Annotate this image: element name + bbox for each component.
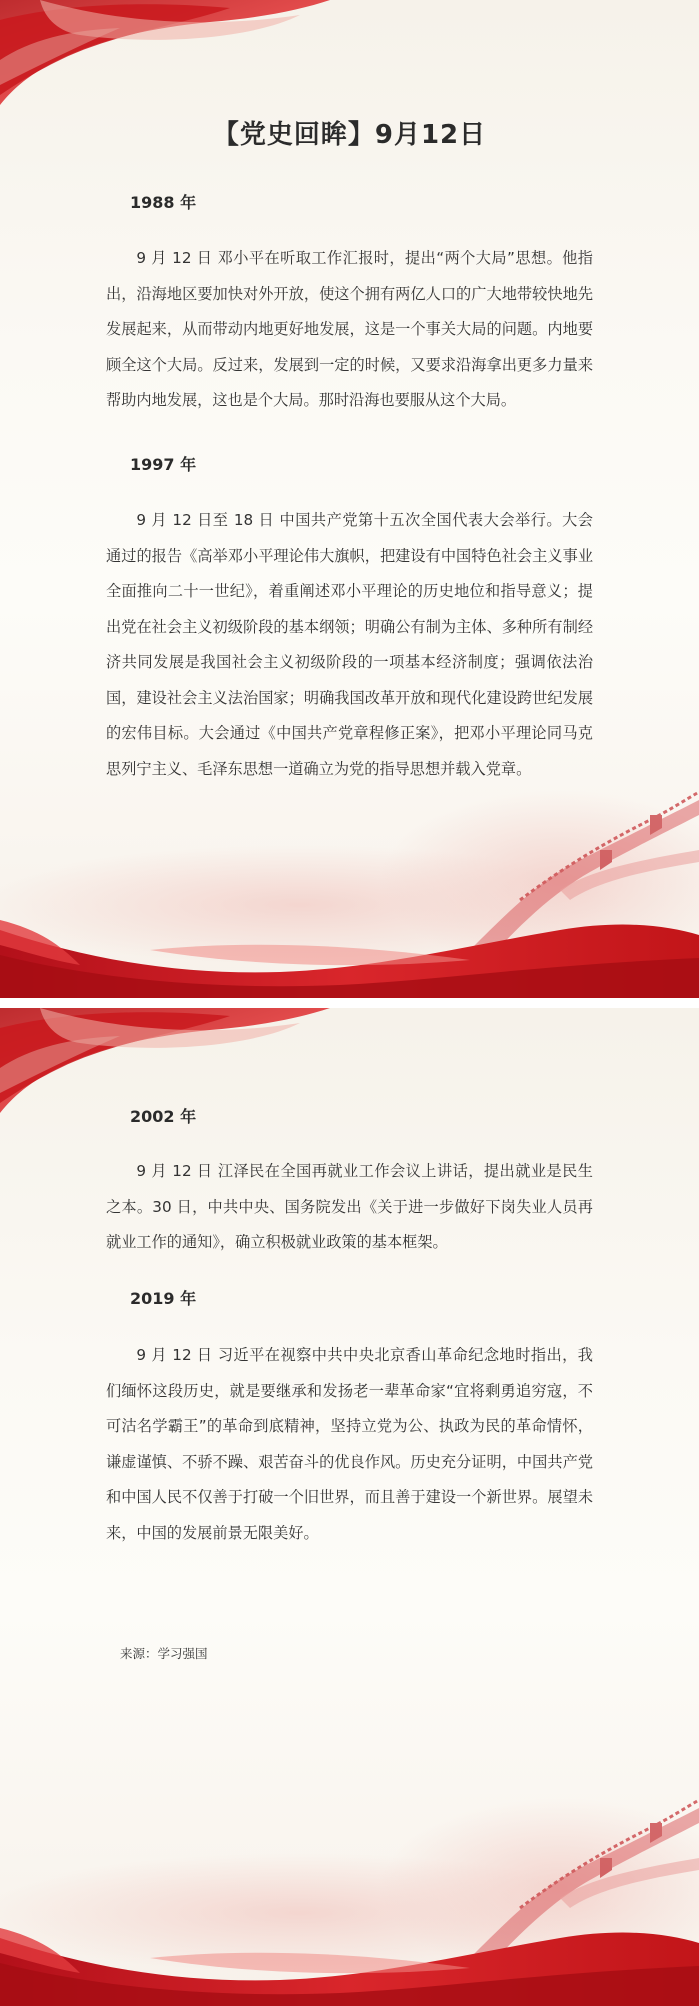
section-text-2002: 9 月 12 日 江泽民在全国再就业工作会议上讲话，提出就业是民生之本。30 日，中共中央、国务院发出《关于进一步做好下岗失业人员再就业工作的通知》，确立积极就业政策的基本框架。 <box>106 1162 593 1251</box>
red-ribbon-icon <box>0 1008 699 1168</box>
poster-page-1 <box>0 0 699 998</box>
great-wall-icon <box>470 792 699 952</box>
section-text-1988: 9 月 12 日 邓小平在听取工作汇报时，提出“两个大局”思想。他指出，沿海地区要加快对外开放，使这个拥有两亿人口的广大地带较快地先发展起来，从而带动内地更好地发展，这是一个事关大局的问题。内地要顾全这个大局。反过来，发展到一定的时候，又要求沿海拿出更多力量来帮助内地发展，这也是个大局。那时沿海也要服从这个大局。 <box>106 249 593 409</box>
year-heading-1997: 1997 年 <box>130 455 197 474</box>
great-wall-icon <box>470 1800 699 1960</box>
year-heading-2002: 2002 年 <box>130 1107 197 1126</box>
section-text-2019: 9 月 12 日 习近平在视察中共中央北京香山革命纪念地时指出，我们缅怀这段历史，就是要继承和发扬老一辈革命家“宜将剩勇追穷寇，不可沽名学霸王”的革命到底精神，坚持立党为公、执政为民的革命情怀，谦虚谨慎、不骄不躁、艰苦奋斗的优良作风。历史充分证明，中国共产党和中国人民不仅善于打破一个旧世界，而且善于建设一个新世界。展望未来，中国的发展前景无限美好。 <box>106 1346 593 1542</box>
year-heading-2019: 2019 年 <box>130 1289 197 1308</box>
page-gap <box>0 998 699 1008</box>
year-heading-1988: 1988 年 <box>130 193 197 212</box>
page-title: 【党史回眸】9月12日 <box>212 120 487 150</box>
section-text-1997: 9 月 12 日至 18 日 中国共产党第十五次全国代表大会举行。大会通过的报告《高举邓小平理论伟大旗帜，把建设有中国特色社会主义事业全面推向二十一世纪》，着重阐述邓小平理论的历史地位和指导意义；提出党在社会主义初级阶段的基本纲领；明确公有制为主体、多种所有制经济共同发展是我国社会主义初级阶段的一项基本经济制度；强调依法治国，建设社会主义法治国家；明确我国改革开放和现代化建设跨世纪发展的宏伟目标。大会通过《中国共产党章程修正案》，把邓小平理论同马克思列宁主义、毛泽东思想一道确立为党的指导思想并载入党章。 <box>106 511 593 778</box>
poster-page-2 <box>0 1008 699 2006</box>
source-credit: 来源：学习强国 <box>120 1646 208 1661</box>
